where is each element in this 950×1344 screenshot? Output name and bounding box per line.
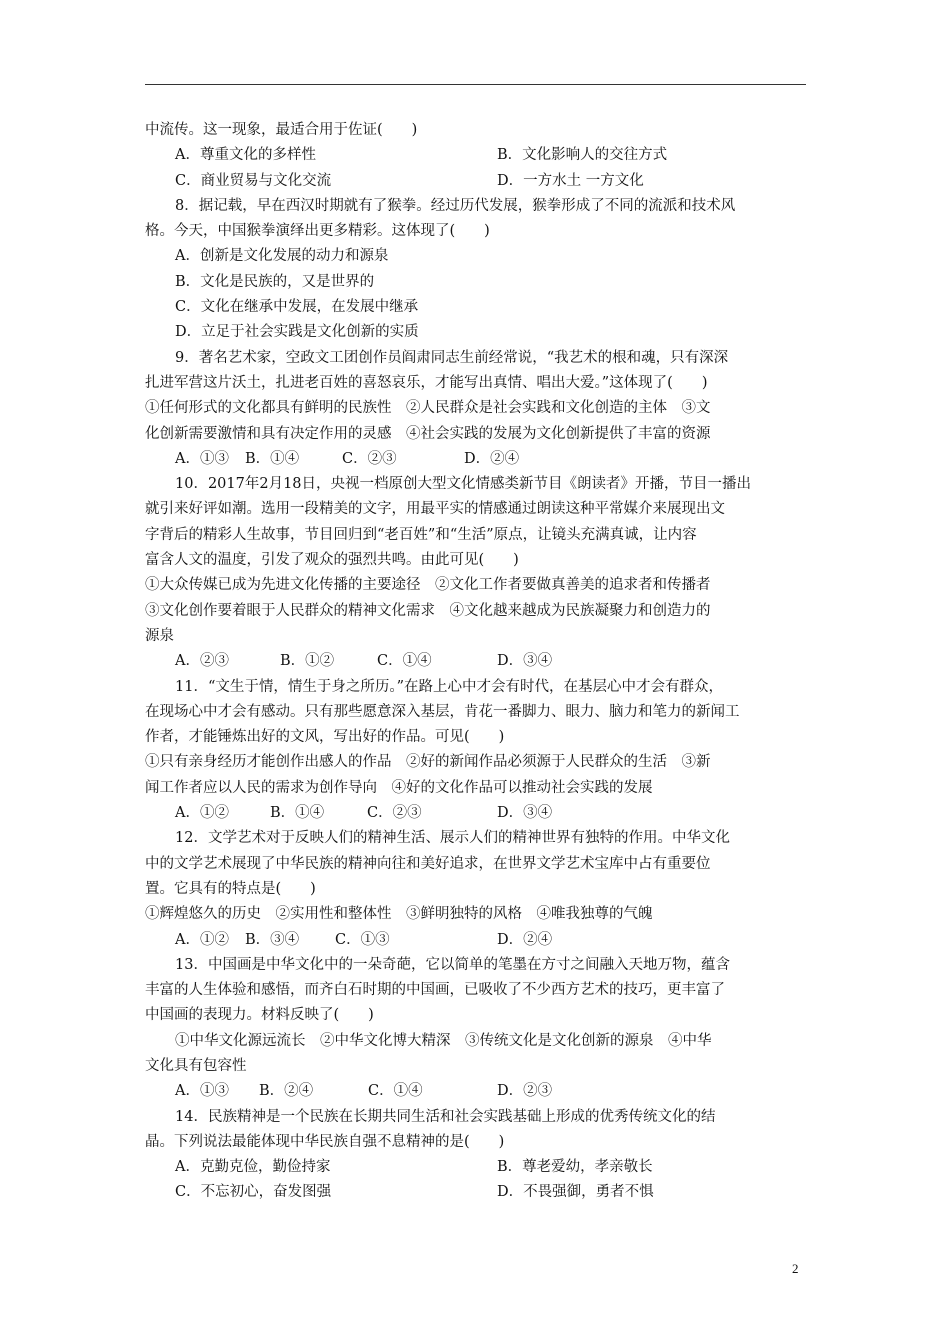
q10-stem-line1: 10．2017年2月18日，央视一档原创大型文化情感类新节目《朗读者》开播，节目一播出 bbox=[175, 476, 752, 493]
page-number: 2 bbox=[792, 1261, 799, 1276]
q12-options bbox=[145, 928, 810, 953]
q9-options bbox=[145, 447, 810, 472]
q9-option-d: D．②④ bbox=[464, 450, 520, 467]
q10-statements-line3: 源泉 bbox=[145, 627, 174, 644]
q14-stem-line1: 14．民族精神是一个民族在长期共同生活和社会实践基础上形成的优秀传统文化的结 bbox=[175, 1108, 716, 1125]
q14-option-a: A．克勤克俭，勤俭持家 bbox=[175, 1159, 331, 1176]
q8-stem-line1: 8．据记载，早在西汉时期就有了猴拳。经过历代发展，猴拳形成了不同的流派和技术风 bbox=[175, 197, 736, 214]
q13-option-b: B．②④ bbox=[259, 1083, 314, 1100]
q9-statements-line1: ①任何形式的文化都具有鲜明的民族性 ②人民群众是社会实践和文化创造的主体 ③文 bbox=[145, 400, 711, 417]
q13-statements-line2: 文化具有包容性 bbox=[145, 1057, 247, 1074]
q12-stem-line2: 中的文学艺术展现了中华民族的精神向往和美好追求，在世界文学艺术宝库中占有重要位 bbox=[145, 855, 711, 872]
q7-options-row2 bbox=[145, 169, 810, 194]
q13-stem-line1: 13．中国画是中华文化中的一朵奇葩，它以简单的笔墨在方寸之间融入天地万物，蕴含 bbox=[175, 956, 730, 973]
q13-options bbox=[145, 1079, 810, 1104]
q10-options bbox=[145, 649, 810, 674]
q11-option-b: B．①④ bbox=[270, 805, 325, 822]
q9-stem-line2: 扎进军营这片沃土，扎进老百姓的喜怒哀乐，才能写出真情、唱出大爱。”这体现了( ) bbox=[145, 374, 708, 391]
q11-statements-line1: ①只有亲身经历才能创作出感人的作品 ②好的新闻作品必须源于人民群众的生活 ③新 bbox=[145, 754, 711, 771]
q13-option-d: D．②③ bbox=[497, 1083, 553, 1100]
q11-option-d: D．③④ bbox=[497, 805, 553, 822]
q11-option-a: A．①② bbox=[175, 805, 229, 822]
q10-option-b: B．①② bbox=[280, 653, 335, 670]
page-content bbox=[145, 118, 810, 1206]
q7-option-a: A．尊重文化的多样性 bbox=[175, 147, 316, 164]
q9-option-b: B．①④ bbox=[245, 450, 300, 467]
q10-option-c: C．①④ bbox=[377, 653, 432, 670]
q9-option-c: C．②③ bbox=[342, 450, 397, 467]
q7-options-row1 bbox=[145, 143, 810, 168]
q12-option-d: D．②④ bbox=[497, 931, 553, 948]
q10-statements-line1: ①大众传媒已成为先进文化传播的主要途径 ②文化工作者要做真善美的追求者和传播者 bbox=[145, 577, 711, 594]
q10-option-a: A．②③ bbox=[175, 653, 229, 670]
q14-stem-line2: 晶。下列说法最能体现中华民族自强不息精神的是( ) bbox=[145, 1133, 505, 1150]
q14-options-row1 bbox=[145, 1155, 810, 1180]
q11-option-c: C．②③ bbox=[367, 805, 422, 822]
q14-option-c: C．不忘初心，奋发图强 bbox=[175, 1184, 332, 1201]
q14-option-b: B．尊老爱幼，孝亲敬长 bbox=[497, 1159, 653, 1176]
q12-option-c: C．①③ bbox=[335, 931, 390, 948]
q7-stem-tail: 中流传。这一现象，最适合用于佐证( ) bbox=[145, 122, 418, 138]
q12-option-a: A．①② bbox=[175, 931, 229, 948]
q9-stem-line1: 9．著名艺术家，空政文工团创作员阎肃同志生前经常说，“我艺术的根和魂，只有深深 bbox=[175, 349, 729, 366]
q10-stem-line3: 字背后的精彩人生故事，节目回归到“老百姓”和“生活”原点，让镜头充满真诚，让内容 bbox=[145, 526, 697, 543]
q12-stem-line3: 置。它具有的特点是( ) bbox=[145, 880, 316, 897]
q10-option-d: D．③④ bbox=[497, 653, 553, 670]
q13-statements-line1: ①中华文化源远流长 ②中华文化博大精深 ③传统文化是文化创新的源泉 ④中华 bbox=[175, 1032, 712, 1049]
q12-stem-line1: 12．文学艺术对于反映人们的精神生活、展示人们的精神世界有独特的作用。中华文化 bbox=[175, 830, 730, 847]
q8-option-b: B．文化是民族的，又是世界的 bbox=[175, 273, 375, 290]
q11-options bbox=[145, 801, 810, 826]
q14-options-row2 bbox=[145, 1180, 810, 1205]
q13-option-c: C．①④ bbox=[368, 1083, 423, 1100]
q9-option-a: A．①③ bbox=[175, 450, 229, 467]
q9-statements-line2: 化创新需要激情和具有决定作用的灵感 ④社会实践的发展为文化创新提供了丰富的资源 bbox=[145, 425, 711, 442]
q11-stem-line1: 11．“文生于情，情生于身之所历。”在路上心中才会有时代，在基层心中才会有群众， bbox=[175, 678, 724, 695]
q14-option-d: D．不畏强御，勇者不惧 bbox=[497, 1184, 654, 1201]
q13-option-a: A．①③ bbox=[175, 1083, 229, 1100]
q8-stem-line2: 格。今天，中国猴拳演绎出更多精彩。这体现了( ) bbox=[145, 223, 490, 240]
q8-option-a: A．创新是文化发展的动力和源泉 bbox=[175, 248, 389, 265]
q10-stem-line2: 就引来好评如潮。选用一段精美的文字，用最平实的情感通过朗读这种平常媒介来展现出文 bbox=[145, 501, 725, 518]
q12-statements: ①辉煌悠久的历史 ②实用性和整体性 ③鲜明独特的风格 ④唯我独尊的气魄 bbox=[145, 906, 653, 923]
q12-option-b: B．③④ bbox=[245, 931, 300, 948]
q7-option-d: D．一方水土 一方文化 bbox=[497, 172, 644, 189]
q7-option-c: C．商业贸易与文化交流 bbox=[175, 172, 332, 189]
q7-option-b: B．文化影响人的交往方式 bbox=[497, 147, 668, 164]
q11-stem-line2: 在现场心中才会有感动。只有那些愿意深入基层，肯花一番脚力、眼力、脑力和笔力的新闻工 bbox=[145, 703, 740, 720]
q8-option-c: C．文化在继承中发展，在发展中继承 bbox=[175, 299, 419, 316]
q13-stem-line2: 丰富的人生体验和感悟，而齐白石时期的中国画，已吸收了不少西方艺术的技巧，更丰富了 bbox=[145, 982, 725, 999]
q10-statements-line2: ③文化创作要着眼于人民群众的精神文化需求 ④文化越来越成为民族凝聚力和创造力的 bbox=[145, 602, 711, 619]
q10-stem-line4: 富含人文的温度，引发了观众的强烈共鸣。由此可见( ) bbox=[145, 552, 519, 569]
q8-option-d: D．立足于社会实践是文化创新的实质 bbox=[175, 324, 419, 341]
header-rule bbox=[145, 84, 806, 85]
q11-stem-line3: 作者，才能锤炼出好的文风，写出好的作品。可见( ) bbox=[145, 729, 505, 746]
q13-stem-line3: 中国画的表现力。材料反映了( ) bbox=[145, 1007, 374, 1024]
q11-statements-line2: 闻工作者应以人民的需求为创作导向 ④好的文化作品可以推动社会实践的发展 bbox=[145, 779, 653, 796]
